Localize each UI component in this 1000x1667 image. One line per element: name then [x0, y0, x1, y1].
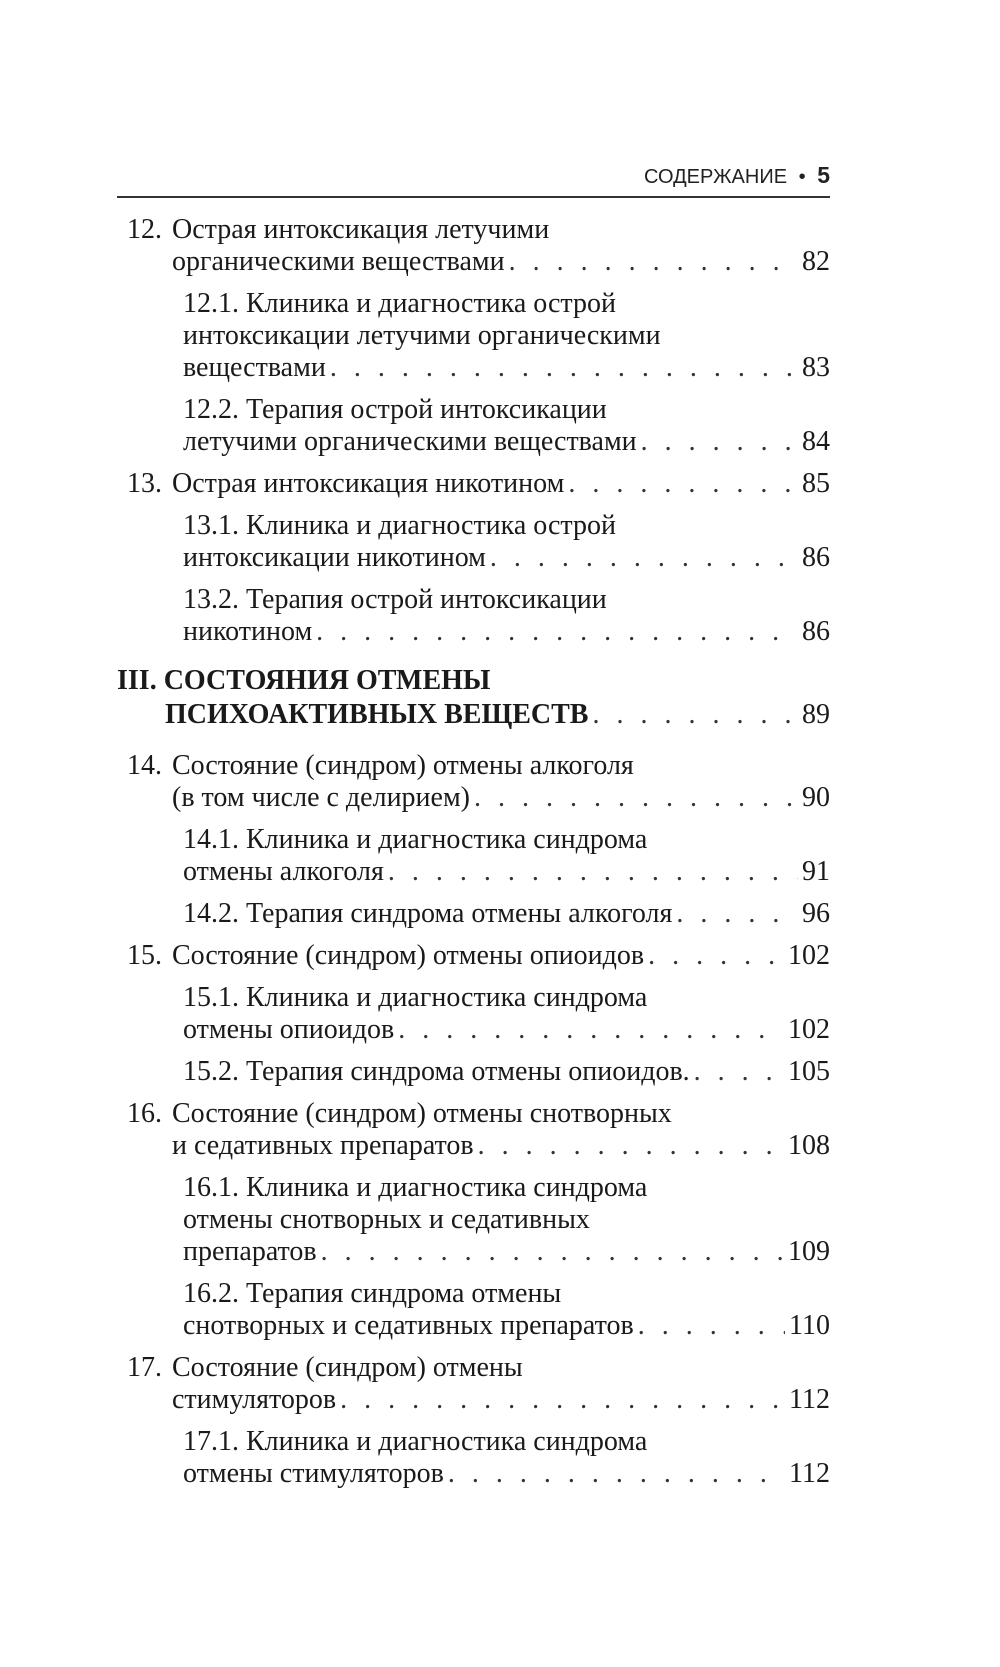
- toc-page-number: 85: [802, 468, 830, 499]
- toc-entry-text: Состояние (синдром) отмены алкоголя: [172, 750, 634, 781]
- table-of-contents: [117, 214, 830, 1500]
- toc-entry-13: [117, 468, 830, 500]
- leader-dots: [478, 1130, 784, 1162]
- toc-page-number: 102: [788, 1014, 830, 1045]
- toc-entry-text: 14.1. Клиника и диагностика синдрома: [183, 824, 648, 855]
- toc-entry-text: 15.2. Терапия синдрома отмены опиоидов.: [183, 1056, 690, 1087]
- toc-entry-17: [117, 1352, 830, 1416]
- toc-page-number: 90: [802, 782, 830, 813]
- toc-entry-15-1: [117, 982, 830, 1046]
- page-number: 5: [817, 162, 830, 188]
- toc-entry-text: Острая интоксикация летучими: [172, 214, 550, 245]
- toc-page-number: 112: [789, 1458, 830, 1489]
- toc-entry-text: веществами: [183, 352, 326, 383]
- leader-dots: [490, 542, 798, 574]
- toc-entry-text: 16.1. Клиника и диагностика синдрома: [183, 1172, 648, 1203]
- leader-dots: [638, 1310, 785, 1342]
- leader-dots: [648, 940, 784, 972]
- toc-part-3: [117, 664, 830, 732]
- leader-dots: [641, 426, 798, 458]
- toc-entry-text: 13.1. Клиника и диагностика острой: [183, 510, 616, 541]
- toc-entry-15: [117, 940, 830, 972]
- toc-page-number: 109: [788, 1236, 830, 1267]
- toc-page-number: 96: [802, 898, 830, 929]
- toc-entry-12-1: [117, 288, 830, 384]
- toc-entry-number: 15.: [127, 940, 162, 971]
- toc-entry-16-1: [117, 1172, 830, 1268]
- toc-entry-text: 12.1. Клиника и диагностика острой: [183, 288, 616, 319]
- toc-entry-text: 12.2. Терапия острой интоксикации: [183, 394, 607, 425]
- toc-page-number: 102: [788, 940, 830, 971]
- toc-entry-text: Состояние (синдром) отмены опиоидов: [172, 940, 645, 971]
- toc-part-title: СОСТОЯНИЯ ОТМЕНЫ: [163, 665, 491, 696]
- toc-entry-text: 17.1. Клиника и диагностика синдрома: [183, 1426, 648, 1457]
- toc-entry-text: 15.1. Клиника и диагностика синдрома: [183, 982, 648, 1013]
- toc-entry-12: [117, 214, 830, 278]
- toc-entry-text: препаратов: [183, 1236, 317, 1267]
- header-rule: [117, 196, 830, 198]
- bullet-separator: •: [798, 166, 806, 188]
- toc-entry-14-2: [117, 898, 830, 930]
- leader-dots: [340, 1384, 785, 1416]
- toc-entry-text: снотворных и седативных препаратов: [183, 1310, 634, 1341]
- leader-dots: [388, 856, 798, 888]
- toc-entry-text: органическими веществами: [172, 246, 505, 277]
- toc-entry-text: летучими органическими веществами: [183, 426, 637, 457]
- leader-dots: [694, 1056, 784, 1088]
- toc-entry-text: Состояние (синдром) отмены снотворных: [172, 1098, 672, 1129]
- toc-page-number: 86: [802, 616, 830, 647]
- toc-entry-number: 17.: [127, 1352, 162, 1383]
- toc-page-number: 89: [802, 699, 830, 730]
- toc-page-number: 112: [789, 1384, 830, 1415]
- toc-entry-14: [117, 750, 830, 814]
- leader-dots: [316, 616, 798, 648]
- leader-dots: [568, 468, 798, 500]
- toc-page-number: 108: [788, 1130, 830, 1161]
- toc-entry-text: и седативных препаратов: [172, 1130, 474, 1161]
- toc-page-number: 86: [802, 542, 830, 573]
- toc-entry-16-2: [117, 1278, 830, 1342]
- toc-entry-text: 13.2. Терапия острой интоксикации: [183, 584, 607, 615]
- toc-entry-text: отмены алкоголя: [183, 856, 384, 887]
- toc-entry-text: Острая интоксикация никотином: [172, 468, 565, 499]
- toc-entry-text: никотином: [183, 616, 313, 647]
- leader-dots: [592, 698, 798, 732]
- toc-entry-text: 16.2. Терапия синдрома отмены: [183, 1278, 562, 1309]
- toc-entry-number: 16.: [127, 1098, 162, 1129]
- leader-dots: [398, 1014, 784, 1046]
- toc-entry-text: (в том числе с делирием): [172, 782, 471, 813]
- toc-entry-12-2: [117, 394, 830, 458]
- leader-dots: [330, 352, 798, 384]
- toc-page-number: 105: [788, 1056, 830, 1087]
- toc-entry-number: 12.: [127, 214, 162, 245]
- toc-entry-13-2: [117, 584, 830, 648]
- toc-entry-15-2: [117, 1056, 830, 1088]
- toc-page-number: 83: [802, 352, 830, 383]
- toc-page-number: 91: [802, 856, 830, 887]
- toc-entry-14-1: [117, 824, 830, 888]
- leader-dots: [509, 246, 798, 278]
- toc-entry-number: 13.: [127, 468, 162, 499]
- toc-entry-text: 14.2. Терапия синдрома отмены алкоголя: [183, 898, 673, 929]
- section-title: СОДЕРЖАНИЕ: [643, 166, 788, 188]
- toc-entry-16: [117, 1098, 830, 1162]
- running-header: [117, 162, 830, 189]
- toc-page-number: 110: [789, 1310, 830, 1341]
- toc-entry-17-1: [117, 1426, 830, 1490]
- toc-entry-13-1: [117, 510, 830, 574]
- toc-entry-number: 14.: [127, 750, 162, 781]
- toc-entry-text: интоксикации летучими органическими: [183, 320, 661, 351]
- toc-page-number: 84: [802, 426, 830, 457]
- toc-entry-text: отмены стимуляторов: [183, 1458, 444, 1489]
- toc-entry-text: отмены опиоидов: [183, 1014, 395, 1045]
- toc-entry-text: интоксикации никотином: [183, 542, 486, 573]
- toc-entry-text: стимуляторов: [172, 1384, 337, 1415]
- toc-entry-text: Состояние (синдром) отмены: [172, 1352, 523, 1383]
- toc-part-number: III.: [117, 665, 157, 696]
- leader-dots: [474, 782, 798, 814]
- leader-dots: [676, 898, 798, 930]
- toc-entry-text: отмены снотворных и седативных: [183, 1204, 590, 1235]
- leader-dots: [448, 1458, 785, 1490]
- leader-dots: [321, 1236, 784, 1268]
- toc-part-title: ПСИХОАКТИВНЫХ ВЕЩЕСТВ: [165, 699, 589, 730]
- toc-page-number: 82: [802, 246, 830, 277]
